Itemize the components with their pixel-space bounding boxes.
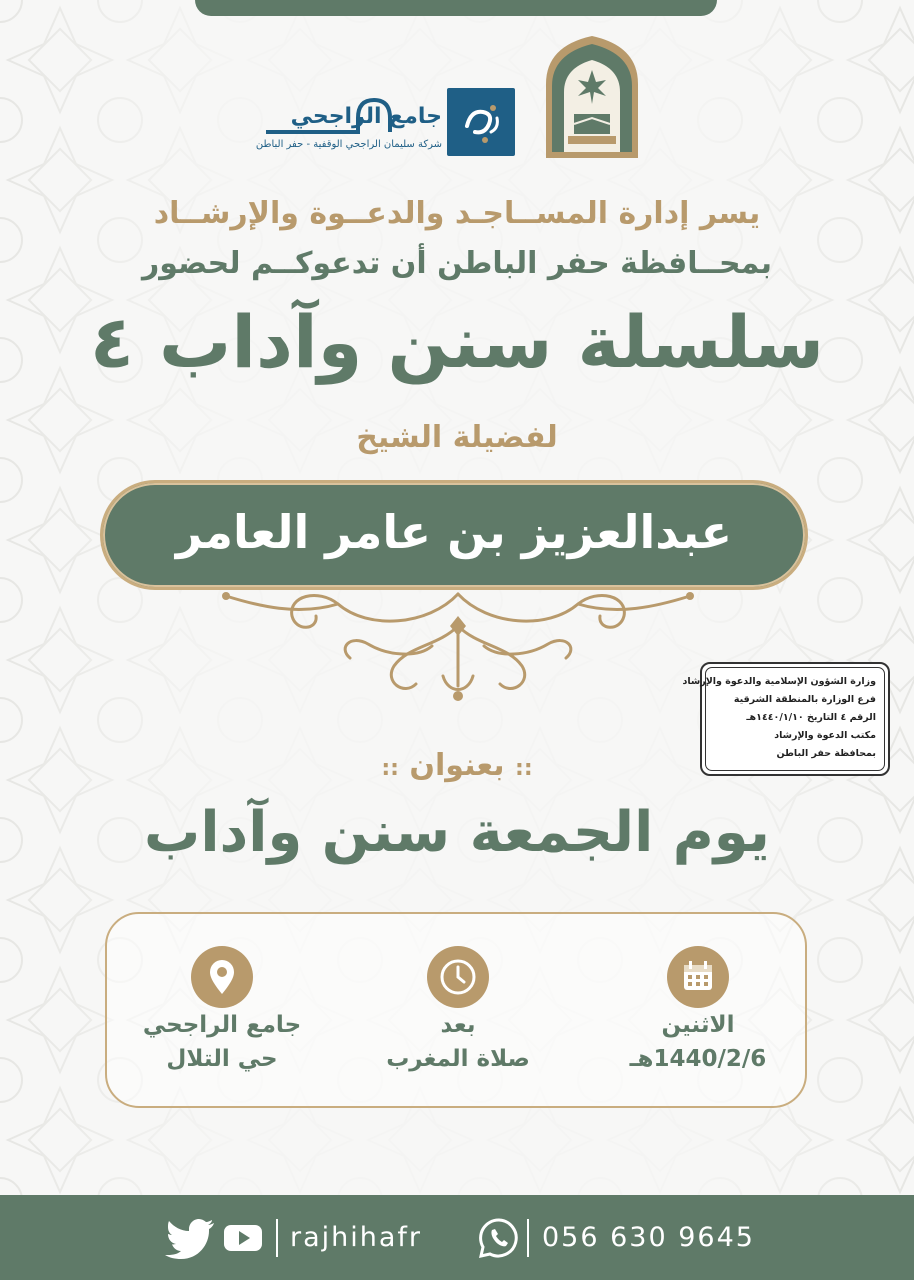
series-title: سلسلة سنن وآداب ٤ <box>89 300 825 384</box>
subject-label: بعنوان <box>409 748 505 783</box>
stamp-line: فرع الوزارة بالمنطقة الشرقية <box>733 694 876 705</box>
footer-bar <box>0 1195 914 1280</box>
date-value: 1440/2/6هـ <box>629 1046 767 1072</box>
divider <box>527 1219 529 1257</box>
stamp-line: الرقم ٤ التاريخ ١٤٤٠/١/١٠هـ <box>746 712 876 723</box>
mosque-name: جامع الراجحي <box>290 104 442 129</box>
dots-left: :: <box>515 756 533 781</box>
time-prefix: بعد <box>440 1012 476 1038</box>
place-name: جامع الراجحي <box>142 1012 302 1038</box>
stamp-line: مكتب الدعوة والإرشاد <box>774 730 876 741</box>
location-pin-icon <box>191 946 253 1008</box>
calligraphy-emblem <box>447 88 515 156</box>
stamp-line: وزارة الشؤون الإسلامية والدعوة والإرشاد <box>682 676 876 687</box>
calendar-icon <box>667 946 729 1008</box>
time-value: صلاة المغرب <box>386 1046 530 1072</box>
social-handle[interactable]: rajhihafr <box>290 1222 423 1253</box>
subject-label-row <box>0 748 914 783</box>
intro-line-2: بمحــافظة حفر الباطن أن تدعوكــم لحضور <box>141 246 773 281</box>
intro-line-1: يسر إدارة المســاجـد والدعــوة والإرشــاد <box>153 196 761 231</box>
mosque-wordmark <box>262 96 442 136</box>
floral-ornament <box>218 586 698 704</box>
place-district: حي التلال <box>166 1046 278 1072</box>
speaker-name: عبدالعزيز بن عامر العامر <box>175 505 733 559</box>
stamp-line: بمحافظة حفر الباطن <box>776 748 876 759</box>
honorific: لفضيلة الشيخ <box>356 420 558 455</box>
details-box <box>105 912 807 1108</box>
speaker-name-banner <box>100 480 808 590</box>
top-decorative-tab <box>195 0 717 16</box>
ministry-of-islamic-affairs-logo <box>540 32 645 160</box>
divider <box>276 1219 278 1257</box>
date-day: الاثنين <box>661 1012 735 1038</box>
whatsapp-icon[interactable] <box>478 1217 520 1259</box>
youtube-icon[interactable] <box>222 1217 264 1259</box>
mosque-tagline: شركة سليمان الراجحي الوقفية - حفر الباطن <box>255 139 442 150</box>
phone-number[interactable]: 056 630 9645 <box>542 1222 755 1253</box>
lecture-subject: يوم الجمعة سنن وآداب <box>144 800 770 865</box>
twitter-icon[interactable] <box>164 1217 216 1259</box>
clock-icon <box>427 946 489 1008</box>
dots-right: :: <box>381 756 399 781</box>
